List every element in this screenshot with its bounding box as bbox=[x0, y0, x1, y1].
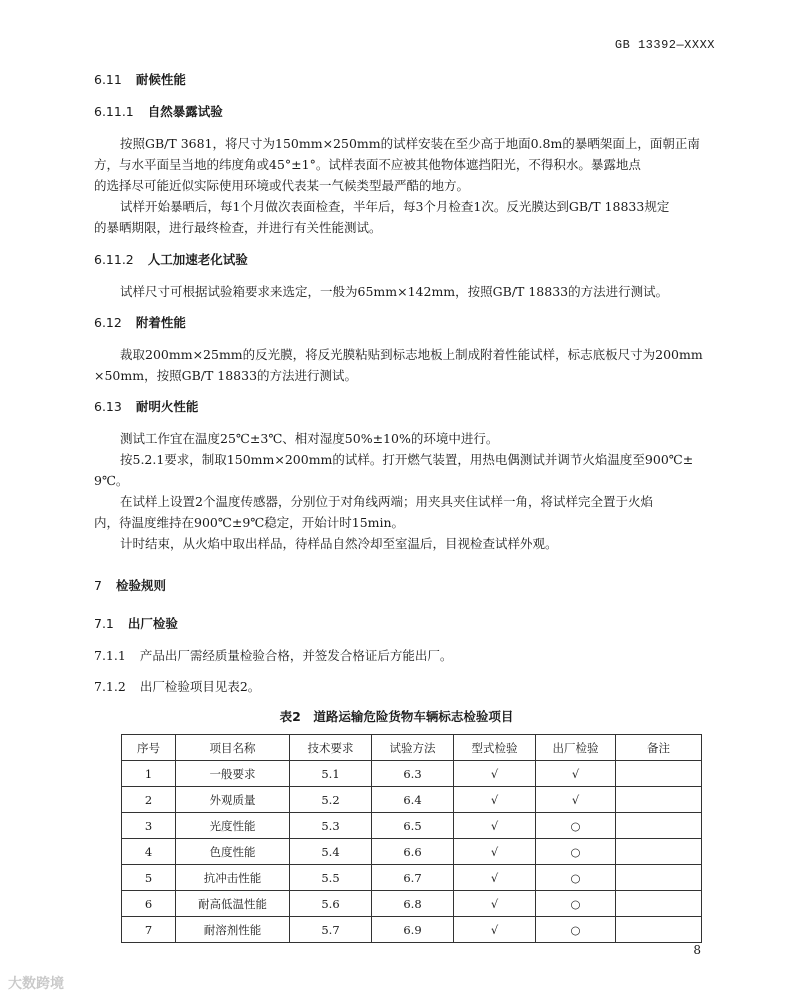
section-title: 人工加速老化试验 bbox=[147, 252, 248, 267]
section-title: 检验规则 bbox=[115, 578, 166, 593]
table-cell: ○ bbox=[536, 917, 616, 943]
page-number: 8 bbox=[693, 943, 701, 957]
table-cell bbox=[616, 917, 702, 943]
section-number: 7 bbox=[94, 578, 102, 593]
section-6-11-2-heading bbox=[94, 250, 248, 268]
column-header: 备注 bbox=[616, 735, 702, 761]
table-cell: 4 bbox=[122, 839, 176, 865]
watermark-logo: 大数跨境 bbox=[8, 976, 64, 992]
table-cell bbox=[616, 865, 702, 891]
table-cell: 6.4 bbox=[372, 787, 454, 813]
section-6-13-heading bbox=[94, 397, 198, 415]
table-cell: 6.7 bbox=[372, 865, 454, 891]
table-cell: 抗冲击性能 bbox=[176, 865, 290, 891]
paragraph-line: 试样尺寸可根据试验箱要求来选定，一般为65mm×142mm，按照GB/T 18833的方法进行测试。 bbox=[120, 284, 669, 299]
clause-text: 出厂检验项目见表2。 bbox=[139, 679, 261, 694]
section-title: 耐候性能 bbox=[135, 72, 186, 87]
document-code-header: GB 13392—XXXX bbox=[614, 38, 715, 52]
paragraph-line: 的暴晒期限，进行最终检查，并进行有关性能测试。 bbox=[94, 220, 382, 235]
paragraph-line: 测试工作宜在温度25℃±3℃、相对湿度50%±10%的环境中进行。 bbox=[120, 431, 499, 446]
clause-number: 7.1.2 bbox=[94, 679, 126, 694]
inspection-items-table bbox=[121, 734, 702, 943]
section-title: 出厂检验 bbox=[127, 616, 178, 631]
table-cell: 5.5 bbox=[290, 865, 372, 891]
table-row bbox=[122, 891, 702, 917]
table-cell: √ bbox=[454, 839, 536, 865]
section-title: 附着性能 bbox=[135, 315, 186, 330]
table-cell: 6.3 bbox=[372, 761, 454, 787]
paragraph-line: 按5.2.1要求，制取150mm×200mm的试样。打开燃气装置，用热电偶测试并调节火焰温度至900℃± bbox=[120, 452, 694, 467]
table-cell bbox=[616, 761, 702, 787]
table-cell: 5.3 bbox=[290, 813, 372, 839]
table-row bbox=[122, 761, 702, 787]
clause-text: 产品出厂需经质量检验合格，并签发合格证后方能出厂。 bbox=[139, 648, 453, 663]
section-6-12-heading bbox=[94, 313, 186, 331]
table-cell: 6.6 bbox=[372, 839, 454, 865]
table-row bbox=[122, 839, 702, 865]
table-row bbox=[122, 917, 702, 943]
table-cell: 5.6 bbox=[290, 891, 372, 917]
table-row bbox=[122, 787, 702, 813]
section-6-11-heading bbox=[94, 70, 186, 88]
table-cell: 1 bbox=[122, 761, 176, 787]
paragraph-line: 裁取200mm×25mm的反光膜，将反光膜粘贴到标志地板上制成附着性能试样，标志底板尺寸为200mm bbox=[120, 347, 703, 362]
table-row bbox=[122, 813, 702, 839]
table-cell: 外观质量 bbox=[176, 787, 290, 813]
section-number: 6.13 bbox=[94, 399, 122, 414]
table-cell: 6.9 bbox=[372, 917, 454, 943]
clause-number: 7.1.1 bbox=[94, 648, 126, 663]
section-title: 自然暴露试验 bbox=[147, 104, 223, 119]
table-cell: ○ bbox=[536, 865, 616, 891]
table-cell: √ bbox=[454, 865, 536, 891]
clause-7-1-1 bbox=[94, 646, 452, 664]
table-cell: √ bbox=[454, 787, 536, 813]
table-cell: √ bbox=[454, 813, 536, 839]
table-cell: 6.5 bbox=[372, 813, 454, 839]
paragraph-line: 方，与水平面呈当地的纬度角或45°±1°。试样表面不应被其他物体遮挡阳光，不得积水。暴露地点 bbox=[94, 157, 641, 172]
table-cell bbox=[616, 891, 702, 917]
table-cell bbox=[616, 839, 702, 865]
section-number: 6.11 bbox=[94, 72, 122, 87]
table-header-row bbox=[122, 735, 702, 761]
table-cell: √ bbox=[536, 761, 616, 787]
paragraph-line: 内，待温度维持在900℃±9℃稳定，开始计时15min。 bbox=[94, 515, 405, 530]
table-cell: √ bbox=[454, 761, 536, 787]
table-cell: 5.7 bbox=[290, 917, 372, 943]
paragraph-line: 试样开始暴晒后，每1个月做次表面检查，半年后，每3个月检查1次。反光膜达到GB/T 18833规定 bbox=[120, 199, 670, 214]
table-cell: 5.1 bbox=[290, 761, 372, 787]
table-cell: ○ bbox=[536, 813, 616, 839]
table-cell: 5.2 bbox=[290, 787, 372, 813]
section-number: 7.1 bbox=[94, 616, 114, 631]
table-cell: √ bbox=[454, 891, 536, 917]
table-row bbox=[122, 865, 702, 891]
table-cell bbox=[616, 787, 702, 813]
table-cell: 一般要求 bbox=[176, 761, 290, 787]
table-cell: 5.4 bbox=[290, 839, 372, 865]
table-cell: 5 bbox=[122, 865, 176, 891]
column-header: 项目名称 bbox=[176, 735, 290, 761]
paragraph-line: 在试样上设置2个温度传感器，分别位于对角线两端；用夹具夹住试样一角，将试样完全置于火焰 bbox=[120, 494, 653, 509]
section-number: 6.11.2 bbox=[94, 252, 134, 267]
section-title: 耐明火性能 bbox=[135, 399, 199, 414]
table-cell: 7 bbox=[122, 917, 176, 943]
section-number: 6.12 bbox=[94, 315, 122, 330]
clause-7-1-2 bbox=[94, 677, 260, 695]
table-cell: 2 bbox=[122, 787, 176, 813]
section-7-1-heading bbox=[94, 614, 178, 632]
column-header: 型式检验 bbox=[454, 735, 536, 761]
table-cell: 3 bbox=[122, 813, 176, 839]
column-header: 试验方法 bbox=[372, 735, 454, 761]
section-6-11-1-heading bbox=[94, 102, 223, 120]
table-cell: √ bbox=[536, 787, 616, 813]
paragraph-line: 计时结束，从火焰中取出样品，待样品自然冷却至室温后，目视检查试样外观。 bbox=[120, 536, 558, 551]
column-header: 序号 bbox=[122, 735, 176, 761]
table-cell: 光度性能 bbox=[176, 813, 290, 839]
table-cell: ○ bbox=[536, 891, 616, 917]
paragraph-line: 按照GB/T 3681，将尺寸为150mm×250mm的试样安装在至少高于地面0.8m的暴晒架面上，面朝正南 bbox=[120, 136, 700, 151]
table-cell bbox=[616, 813, 702, 839]
column-header: 出厂检验 bbox=[536, 735, 616, 761]
table-cell: 色度性能 bbox=[176, 839, 290, 865]
table-cell: 耐高低温性能 bbox=[176, 891, 290, 917]
section-7-heading bbox=[94, 576, 166, 594]
table-cell: 6.8 bbox=[372, 891, 454, 917]
table-cell: ○ bbox=[536, 839, 616, 865]
paragraph-line: 的选择尽可能近似实际使用环境或代表某一气候类型最严酷的地方。 bbox=[94, 178, 470, 193]
section-number: 6.11.1 bbox=[94, 104, 134, 119]
table-cell: 6 bbox=[122, 891, 176, 917]
table-caption: 表2 道路运输危险货物车辆标志检验项目 bbox=[279, 709, 514, 724]
table-cell: 耐溶剂性能 bbox=[176, 917, 290, 943]
paragraph-line: ×50mm，按照GB/T 18833的方法进行测试。 bbox=[94, 368, 358, 383]
paragraph-line: 9℃。 bbox=[94, 473, 129, 488]
table-cell: √ bbox=[454, 917, 536, 943]
column-header: 技术要求 bbox=[290, 735, 372, 761]
